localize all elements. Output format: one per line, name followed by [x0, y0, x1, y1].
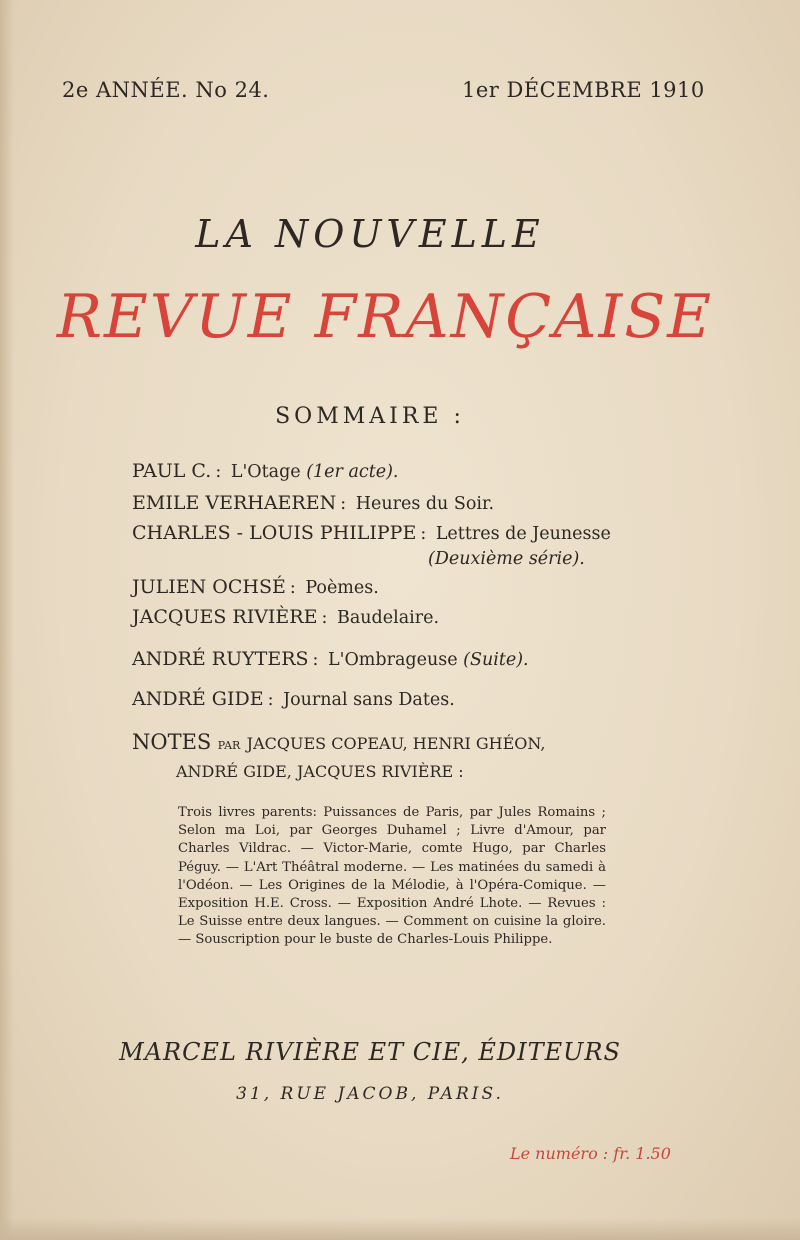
toc-note: (1er acte).: [306, 462, 399, 482]
title-revue-francaise: REVUE FRANÇAISE: [56, 282, 714, 352]
notes-label: NOTES: [132, 730, 212, 754]
toc-work: L'Ombrageuse: [328, 650, 458, 670]
title-la-nouvelle: LA NOUVELLE: [195, 212, 545, 256]
toc-entry: ANDRÉ GIDE : Journal sans Dates.: [132, 688, 455, 710]
notes-body-text: Trois livres parents: Puissances de Paris, par Jules Romains ; Selon ma Loi, par Georges Duhamel ; Livre d'Amour, par Charles Vildrac. — Victor-Marie, comte Hugo, par Charles Péguy. — L'Art Théâtral moderne. — Les matinées du samedi à l'Odéon. — Les Origines de la Mélodie, à l'Opéra-Comique. — Exposition H.E. Cross. — Exposition André Lhote. — Revues : Le Suisse entre deux langues. — Comment on cuisine la gloire. — Souscription pour le buste de Charles-Louis Philippe.: [178, 805, 606, 948]
toc-entry: JULIEN OCHSÉ : Poèmes.: [132, 576, 379, 598]
toc-author: ANDRÉ RUYTERS: [132, 648, 309, 670]
toc-work: Lettres de Jeunesse: [435, 524, 611, 544]
toc-work: L'Otage: [230, 462, 301, 482]
toc-work: Poèmes.: [305, 578, 379, 598]
toc-entry: JACQUES RIVIÈRE : Baudelaire.: [132, 606, 440, 628]
toc-author: JACQUES RIVIÈRE: [132, 606, 318, 628]
toc-entry: CHARLES - LOUIS PHILIPPE : Lettres de Jeunesse: [132, 522, 611, 544]
toc-entry: EMILE VERHAEREN : Heures du Soir.: [132, 492, 495, 514]
toc-note: (Suite).: [463, 650, 529, 670]
notes-par: par: [217, 734, 241, 753]
issue-number: 2e ANNÉE. No 24.: [62, 78, 270, 102]
publisher: MARCEL RIVIÈRE ET CIE, ÉDITEURS: [119, 1038, 621, 1066]
toc-work: Heures du Soir.: [355, 494, 495, 514]
toc-work: Baudelaire.: [336, 608, 440, 628]
sommaire-heading: SOMMAIRE :: [275, 404, 465, 429]
toc-author: EMILE VERHAEREN: [132, 492, 337, 514]
paper-edge-bottom: [0, 1218, 800, 1240]
notes-body: [178, 804, 606, 950]
issue-date: 1er DÉCEMBRE 1910: [462, 78, 705, 102]
notes-authors-line1: JACQUES COPEAU, HENRI GHÉON,: [246, 734, 546, 753]
toc-note: (Deuxième série).: [428, 549, 585, 569]
toc-author: JULIEN OCHSÉ: [132, 576, 286, 598]
toc-work: Journal sans Dates.: [283, 690, 455, 710]
toc-author: ANDRÉ GIDE: [132, 688, 264, 710]
notes-heading: [132, 730, 545, 754]
toc-entry: ANDRÉ RUYTERS : L'Ombrageuse (Suite).: [132, 648, 529, 670]
publisher-address: 31, RUE JACOB, PARIS.: [236, 1084, 504, 1104]
price: Le numéro : fr. 1.50: [510, 1144, 671, 1163]
notes-authors-line2: ANDRÉ GIDE, JACQUES RIVIÈRE :: [176, 762, 464, 781]
toc-entry: PAUL C. : L'Otage (1er acte).: [132, 460, 399, 482]
toc-author: PAUL C.: [132, 460, 212, 482]
toc-author: CHARLES - LOUIS PHILIPPE: [132, 522, 417, 544]
